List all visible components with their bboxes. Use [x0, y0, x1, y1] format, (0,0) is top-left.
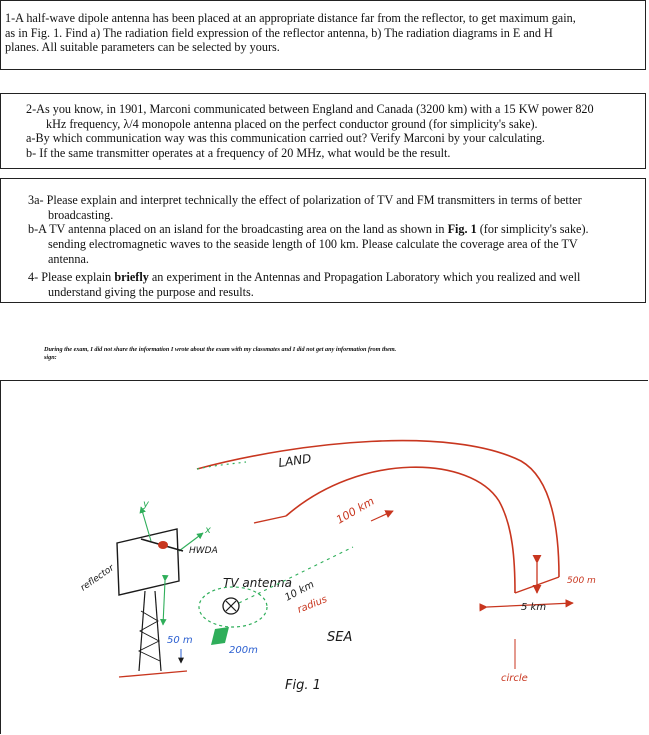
ground-line [119, 671, 187, 677]
distance-100-arrow [371, 511, 393, 521]
reflector-plate [117, 529, 179, 595]
figure-1-drawing [1, 381, 648, 734]
land-edge-left [254, 516, 286, 523]
q1-line-2: as in Fig. 1. Find a) The radiation field expression of the reflector antenna, b) The radiation diagrams in E and H [5, 25, 553, 40]
land-label: LAND [277, 451, 313, 470]
q4-line-1c: an experiment in the Antennas and Propagation Laboratory which you realized and well [148, 270, 581, 284]
distance-100-label: 100 km [334, 494, 377, 527]
q3-line-3 [28, 222, 589, 237]
distance-5-label: 5 km [521, 602, 547, 613]
q1-line-1: 1-A half-wave dipole antenna has been placed at an appropriate distance far from the reflector, to get maximum gain, [5, 11, 576, 25]
q4-line-1 [28, 270, 580, 285]
question-3 [28, 193, 589, 267]
fig-reference: Fig. 1 [447, 222, 477, 237]
q3-line-2: broadcasting. [48, 207, 114, 222]
distance-200-marker [211, 627, 229, 645]
q1-line-3: planes. All suitable parameters can be selected by yours. [5, 40, 280, 55]
reflector-label: reflector [78, 563, 117, 594]
radius-km-label: 10 km [283, 579, 317, 604]
q3-line-3c: (for simplicity's sake). [476, 222, 589, 237]
figure-panel [0, 380, 648, 734]
height-50-arrow [163, 581, 165, 625]
y-axis-label: y [143, 499, 149, 510]
q3-line-4: sending electromagnetic waves to the seaside length of 100 km. Please calculate the coverage area of the TV [48, 237, 578, 252]
circle-label: circle [501, 673, 528, 684]
q2-line-3: a-By which communication way was this communication carried out? Verify Marconi by your calculating. [26, 131, 545, 146]
question-2 [26, 102, 594, 161]
distance-200-label: 200m [229, 645, 258, 656]
q4-line-2: understand giving the purpose and results. [48, 284, 254, 299]
emphasis-briefly: briefly [114, 270, 149, 284]
radius-label: radius [296, 593, 329, 616]
figure-caption: Fig. 1 [285, 678, 321, 693]
height-500-label: 500 m [567, 576, 596, 586]
q3-line-3a: b-A TV antenna placed on an island for the broadcasting area on the land as shown in [28, 222, 448, 237]
tv-antenna-label: TV antenna [223, 576, 292, 590]
hwda-label: HWDA [189, 546, 218, 556]
sea-label: SEA [327, 630, 353, 645]
question-1 [5, 11, 576, 55]
exam-statement [44, 346, 396, 362]
question-4 [28, 270, 580, 299]
x-axis-label: x [205, 525, 211, 536]
q2-line-1: 2-As you know, in 1901, Marconi communicated between England and Canada (3200 km) with a 15 KW power 820 [26, 102, 594, 116]
island [199, 587, 267, 627]
q3-line-5: antenna. [48, 251, 89, 266]
q3-line-1: 3a- Please explain and interpret technically the effect of polarization of TV and FM transmitters in terms of better [28, 193, 582, 207]
statement-text: During the exam, I did not share the information I wrote about the exam with my classmates and I did not get any information from them. [44, 346, 397, 353]
land-outline-left [197, 441, 559, 577]
hwda-feed [158, 541, 168, 549]
sign-label: sign: [44, 354, 57, 361]
height-50-label: 50 m [167, 635, 193, 646]
land-outline-right [286, 467, 515, 593]
q2-line-2: kHz frequency, λ/4 monopole antenna placed on the perfect conductor ground (for simplicity's sake). [46, 116, 538, 131]
q4-line-1a: 4- Please explain [28, 270, 115, 284]
q2-line-4: b- If the same transmitter operates at a frequency of 20 MHz, what would be the result. [26, 146, 451, 161]
